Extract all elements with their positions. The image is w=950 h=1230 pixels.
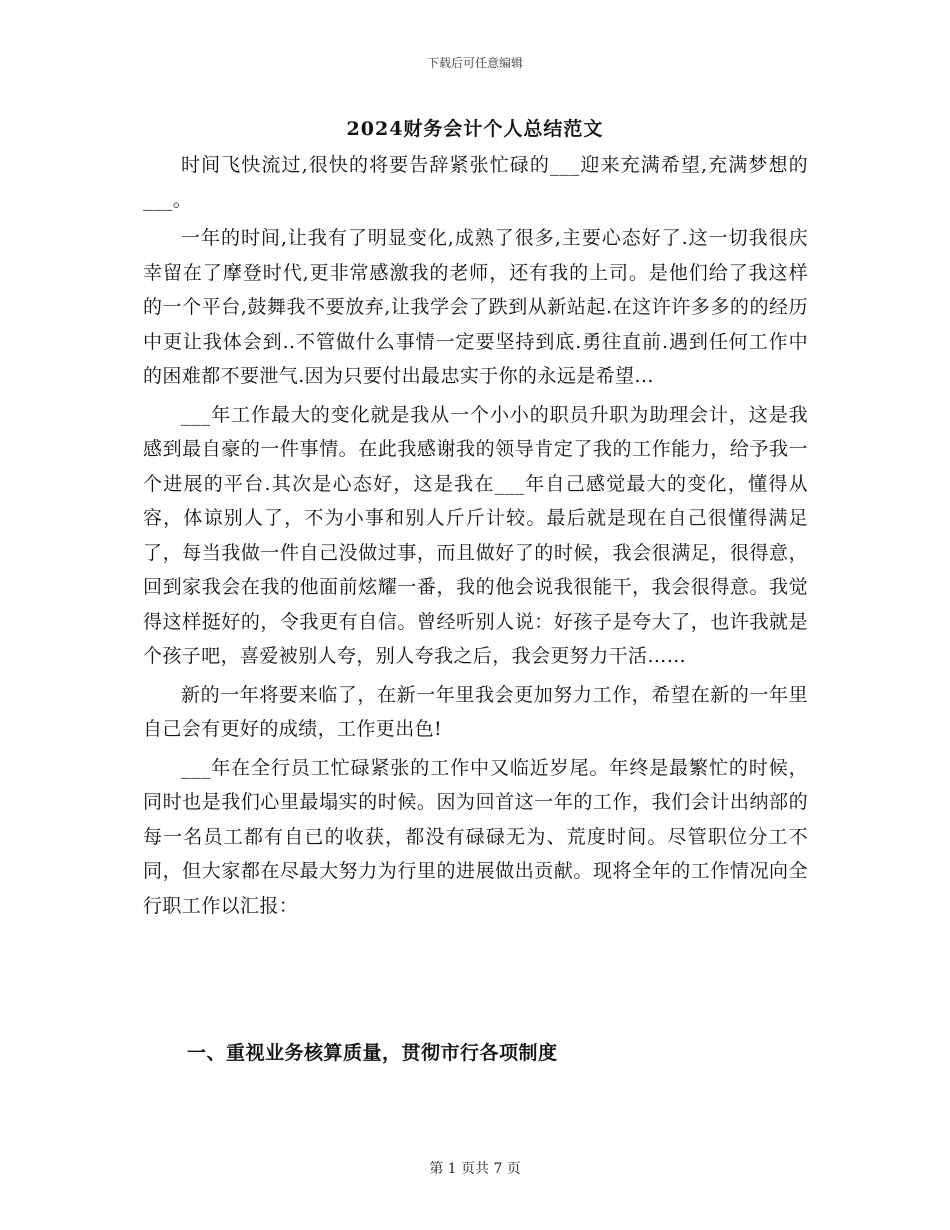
document-title: 2024财务会计个人总结范文	[346, 118, 604, 140]
section-heading: 一、重视业务核算质量，贯彻市行各项制度	[187, 1042, 558, 1064]
page-footer: 第 1 页共 7 页	[429, 1161, 521, 1177]
paragraph: 一年的时间,让我有了明显变化,成熟了很多,主要心态好了.这一切我很庆幸留在了摩登时代,更非常感激我的老师，还有我的上司。是他们给了我这样的一个平台,鼓舞我不要放弃,让我学会了跌到从新站起.在这许许多多的的经历中更让我体会到..不管做什么事情一定要坚持到底.勇往直前.遇到任何工作中的困难都不要泄气.因为只要付出最忠实于你的永远是希望...	[143, 227, 808, 387]
paragraph: 新的一年将要来临了，在新一年里我会更加努力工作，希望在新的一年里自己会有更好的成绩，工作更出色!	[143, 683, 808, 740]
paragraph: 时间飞快流过,很快的将要告辞紧张忙碌的___迎来充满希望,充满梦想的___。	[143, 154, 808, 211]
paragraph: ___年在全行员工忙碌紧张的工作中又临近岁尾。年终是最繁忙的时候，同时也是我们心里最塌实的时候。因为回首这一年的工作，我们会计出纳部的每一名员工都有自已的收获，都没有碌碌无为、荒度时间。尽管职位分工不同，但大家都在尽最大努力为行里的进展做出贡献。现将全年的工作情况向全行职工作以汇报：	[143, 756, 808, 917]
header-note: 下载后可任意编辑	[426, 56, 523, 70]
document-body	[143, 148, 808, 927]
paragraph: ___年工作最大的变化就是我从一个小小的职员升职为助理会计，这是我感到最自豪的一件事情。在此我感谢我的领导肯定了我的工作能力，给予我一个进展的平台.其次是心态好，这是我在___年自己感觉最大的变化，懂得从容，体谅别人了，不为小事和别人斤斤计较。最后就是现在自己很懂得满足了，每当我做一件自己没做过事，而且做好了的时候，我会很满足，很得意，回到家我会在我的他面前炫耀一番，我的他会说我很能干，我会很得意。我觉得这样挺好的，令我更有自信。曾经听别人说：好孩子是夸大了，也许我就是个孩子吧，喜爱被别人夸，别人夸我之后，我会更努力干活……	[143, 403, 808, 667]
